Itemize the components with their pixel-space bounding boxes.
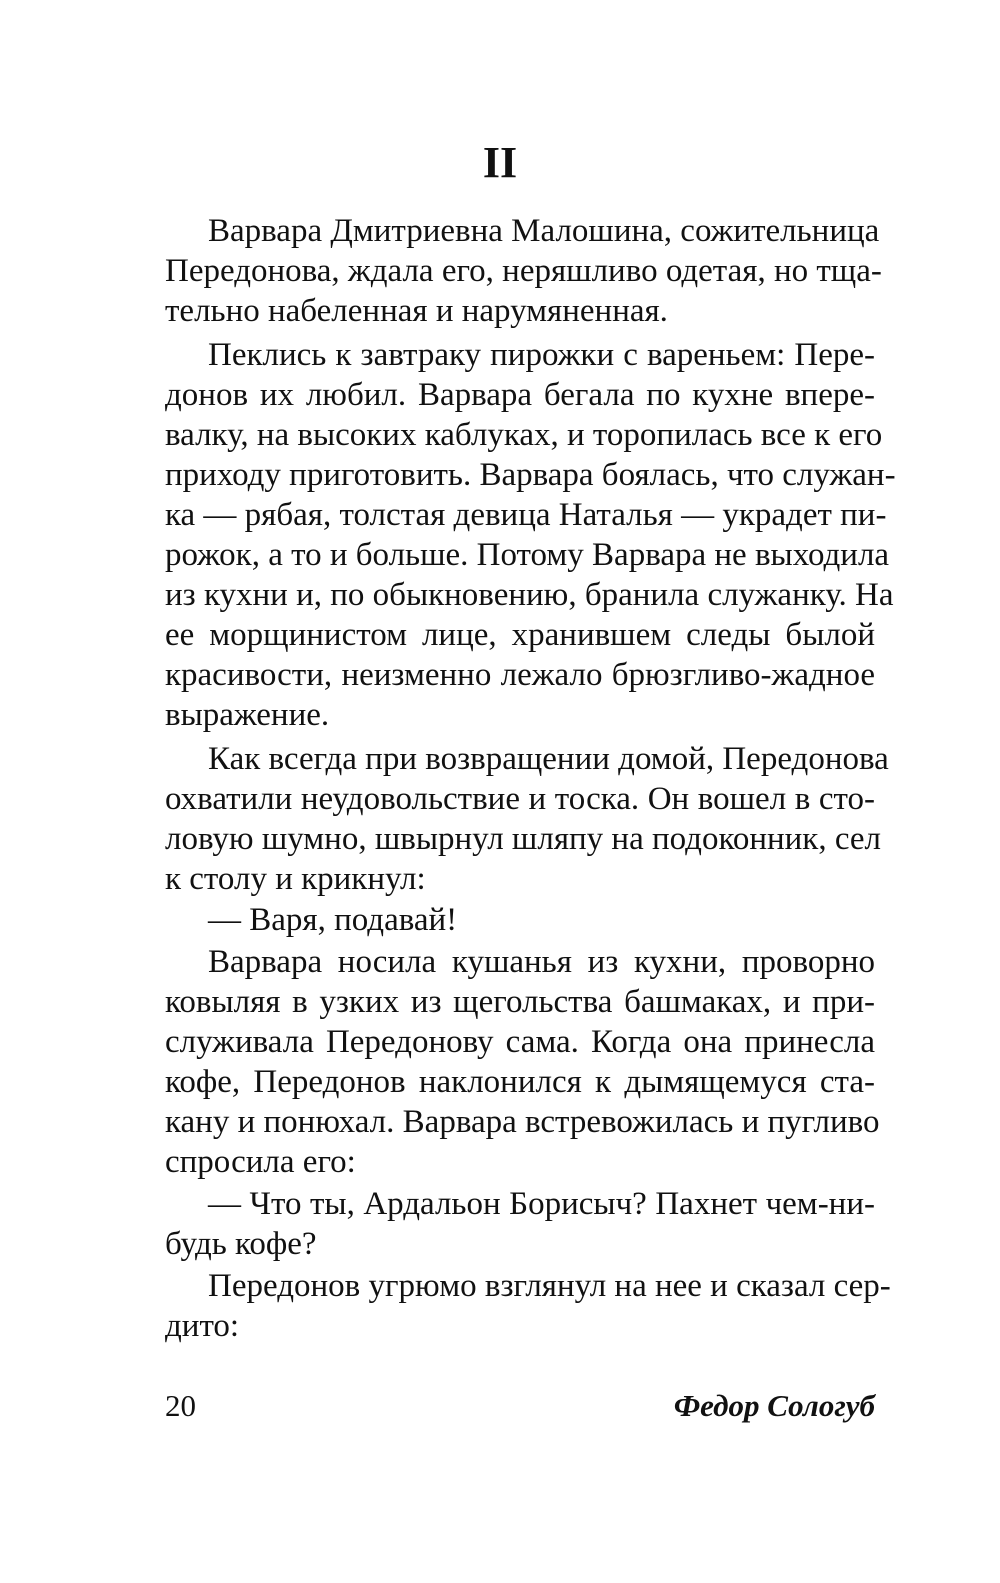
text-line: будь кофе? — [165, 1226, 317, 1262]
text-line: кофе, Передонов наклонился к дымящемуся ста- — [165, 1064, 875, 1100]
text-line: из кухни и, по обыкновению, бранила служанку. На — [165, 577, 894, 613]
text-line: приходу приготовить. Варвара боялась, что служан- — [165, 457, 896, 493]
text-line: — Варя, подавай! — [208, 902, 458, 938]
text-line: ловую шумно, швырнул шляпу на подоконник, сел — [165, 821, 881, 857]
page-number: 20 — [165, 1388, 196, 1423]
text-line: ка — рябая, толстая девица Наталья — украдет пи- — [165, 497, 887, 533]
text-line: ковыляя в узких из щегольства башмаках, и при- — [165, 984, 875, 1020]
text-line: Как всегда при возвращении домой, Передонова — [208, 741, 889, 777]
text-line: ее морщинистом лице, хранившем следы былой — [165, 617, 875, 653]
text-line: спросила его: — [165, 1144, 356, 1180]
text-line: донов их любил. Варвара бегала по кухне впере- — [165, 377, 875, 413]
text-line: дито: — [165, 1308, 240, 1344]
text-line: кану и понюхал. Варвара встревожилась и пугливо — [165, 1104, 880, 1140]
running-footer-author: Федор Сологуб — [673, 1388, 875, 1423]
text-line: служивала Передонову сама. Когда она принесла — [165, 1024, 875, 1060]
text-line: Пеклись к завтраку пирожки с вареньем: Пере- — [208, 337, 875, 373]
text-line: рожок, а то и больше. Потому Варвара не выходила — [165, 537, 890, 573]
chapter-number: II — [482, 138, 518, 187]
text-line: валку, на высоких каблуках, и торопилась все к его — [165, 417, 883, 453]
text-line: тельно набеленная и нарумяненная. — [165, 293, 668, 329]
text-line: — Что ты, Ардальон Борисыч? Пахнет чем-ни- — [208, 1186, 875, 1222]
text-line: выражение. — [165, 697, 330, 733]
text-line: Варвара Дмитриевна Малошина, сожительница — [208, 213, 880, 249]
text-line: красивости, неизменно лежало брюзгливо-жадное — [165, 657, 875, 693]
text-line: охватили неудовольствие и тоска. Он вошел в сто- — [165, 781, 875, 817]
text-line: Передонова, ждала его, неряшливо одетая, но тща- — [165, 253, 882, 289]
text-line: к столу и крикнул: — [165, 861, 426, 897]
text-line: Варвара носила кушанья из кухни, проворно — [208, 944, 875, 980]
text-line: Передонов угрюмо взглянул на нее и сказал сер- — [208, 1268, 891, 1304]
